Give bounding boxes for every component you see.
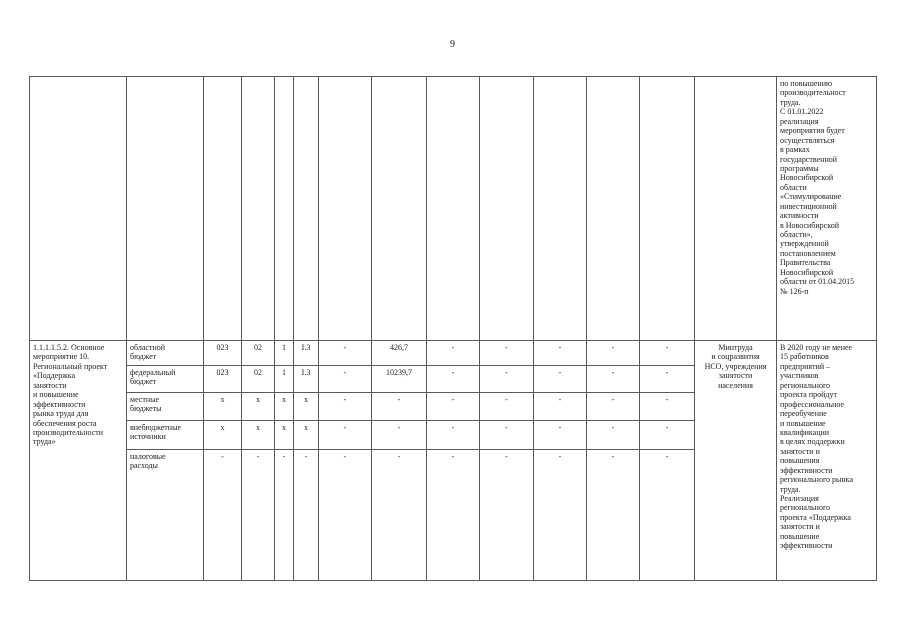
executor-line: и соцразвития [711,352,760,362]
value-cell: 1 [275,341,294,366]
value-cell: - [534,393,587,421]
program-table [29,76,877,581]
funding-source-line: источники [130,432,166,442]
result-line: повышения [780,456,820,466]
value-cell: - [640,450,695,581]
activity-name-cell [30,341,127,581]
result-line: В 2020 году не менее [780,343,853,352]
executor-line: населения [718,380,753,390]
result-line: регионального [780,380,831,390]
activity-name-line: обеспечения роста [33,418,97,428]
value-cell: - [534,421,587,450]
continuation-row [30,77,877,341]
funding-source-line: бюджет [130,377,157,387]
value-cell: 023 [204,366,242,393]
funding-source-cell [127,366,204,393]
result-line: регионального рынка [780,475,853,485]
value-cell: х [204,393,242,421]
activity-name-line: труда» [33,437,56,447]
page-number: 9 [450,39,455,50]
value-cell: - [427,450,480,581]
executor-line: занятости [718,371,753,381]
value-cell: - [534,366,587,393]
activity-name-line: эффективности [33,399,86,409]
funding-source-line: внебюджетные [130,423,181,432]
value-cell: х [242,393,275,421]
value-cell: - [427,341,480,366]
value-cell: - [534,450,587,581]
value-cell: - [587,366,640,393]
result-line: занятости и [780,522,820,532]
value-cell: 02 [242,366,275,393]
activity-name-line: 1.1.1.1.5.2. Основное [33,343,105,352]
note-line: активности [780,211,819,221]
note-line: инвестиционной [780,201,837,211]
result-line: предприятий – [780,361,831,371]
executor-cell [695,341,777,581]
funding-source-cell [127,341,204,366]
table-body [30,77,877,581]
activity-name-line: и повышение [33,390,79,400]
activity-name-line: Региональный проект [33,361,108,371]
note-line: производительност [780,88,846,98]
funding-source-line: федеральный [130,368,176,377]
result-line: эффективности [780,541,833,551]
note-line: № 126-п [780,286,809,296]
value-cell: - [319,393,372,421]
note-line: по повышению [780,79,832,88]
value-cell: - [204,450,242,581]
value-cell: - [319,421,372,450]
note-line: государственной [780,154,838,164]
note-line: Правительства [780,258,831,268]
funding-source-line: бюджет [130,352,157,362]
result-line: занятости и [780,446,820,456]
note-line: в рамках [780,145,810,155]
value-cell: 10239,7 [372,366,427,393]
value-cell: - [294,450,319,581]
note-line: Новосибирской [780,173,834,183]
value-cell: х [294,393,319,421]
note-line: С 01.01.2022 [780,107,824,117]
value-cell: - [372,421,427,450]
value-cell: - [427,366,480,393]
result-line: участников [780,371,819,381]
value-cell: 426,7 [372,341,427,366]
value-cell: - [480,366,534,393]
value-cell: - [319,450,372,581]
table-row [30,341,877,366]
value-cell: х [242,421,275,450]
value-cell: I.3 [294,366,319,393]
value-cell: 02 [242,341,275,366]
activity-name-line: «Поддержка [33,371,76,381]
result-line: переобучение [780,409,827,419]
value-cell: - [427,421,480,450]
note-line: в Новосибирской [780,220,839,230]
activity-name-line: мероприятие 10. [33,352,90,362]
value-cell: 023 [204,341,242,366]
result-line: 15 работников [780,352,829,362]
activity-name-line: рынка труда для [33,409,89,419]
note-line: реализация [780,116,819,126]
value-cell: - [640,393,695,421]
value-cell: - [587,421,640,450]
value-cell: - [640,421,695,450]
activity-name-line: производительности [33,427,104,437]
value-cell: - [319,366,372,393]
value-cell: - [319,341,372,366]
funding-source-line: областной [130,343,166,352]
value-cell: - [242,450,275,581]
result-line: в целях поддержки [780,437,845,447]
value-cell: - [275,450,294,581]
result-line: Реализация [780,494,819,503]
activity-name-line: занятости [33,380,67,390]
note-line: осуществляться [780,135,835,145]
value-cell: - [534,341,587,366]
value-cell: - [427,393,480,421]
value-cell: х [294,421,319,450]
result-line: повышение [780,531,820,541]
value-cell: - [480,393,534,421]
value-cell: - [372,450,427,581]
funding-source-cell [127,421,204,450]
value-cell: - [587,341,640,366]
result-line: эффективности [780,465,833,475]
funding-source-line: бюджеты [130,404,162,414]
value-cell: - [480,421,534,450]
executor-line: Минтруда [718,343,753,352]
funding-source-line: налоговые [130,452,166,461]
note-line: Новосибирской [780,267,834,277]
funding-source-line: расходы [130,461,158,471]
result-line: труда. [780,484,801,494]
result-line: и повышение [780,418,826,428]
note-line: области [780,182,807,192]
note-line: программы [780,163,819,173]
note-line: «Стимулирование [780,192,842,202]
result-line: проекта пройдут [780,390,837,400]
value-cell: х [275,393,294,421]
value-cell: х [275,421,294,450]
value-cell: - [587,450,640,581]
note-line: области», [780,230,813,239]
value-cell: - [480,341,534,366]
funding-source-cell [127,393,204,421]
note-line: труда. [780,97,801,107]
continuation-note-cell [777,77,877,341]
value-cell: - [372,393,427,421]
note-line: мероприятия будет [780,126,845,136]
result-line: проекта «Поддержка [780,512,851,522]
result-line: профессиональное [780,399,845,409]
funding-source-line: местные [130,395,160,404]
value-cell: - [587,393,640,421]
value-cell: х [204,421,242,450]
note-line: области от 01.04.2015 [780,277,855,287]
funding-source-cell [127,450,204,581]
result-line: квалификации [780,427,830,437]
value-cell: - [640,341,695,366]
result-line: регионального [780,503,831,513]
value-cell: I.3 [294,341,319,366]
value-cell: - [480,450,534,581]
expected-result-cell [777,341,877,581]
note-line: постановлением [780,248,836,258]
note-line: утвержденной [780,239,829,249]
value-cell: 1 [275,366,294,393]
value-cell: - [640,366,695,393]
executor-line: НСО, учреждения [704,361,767,371]
